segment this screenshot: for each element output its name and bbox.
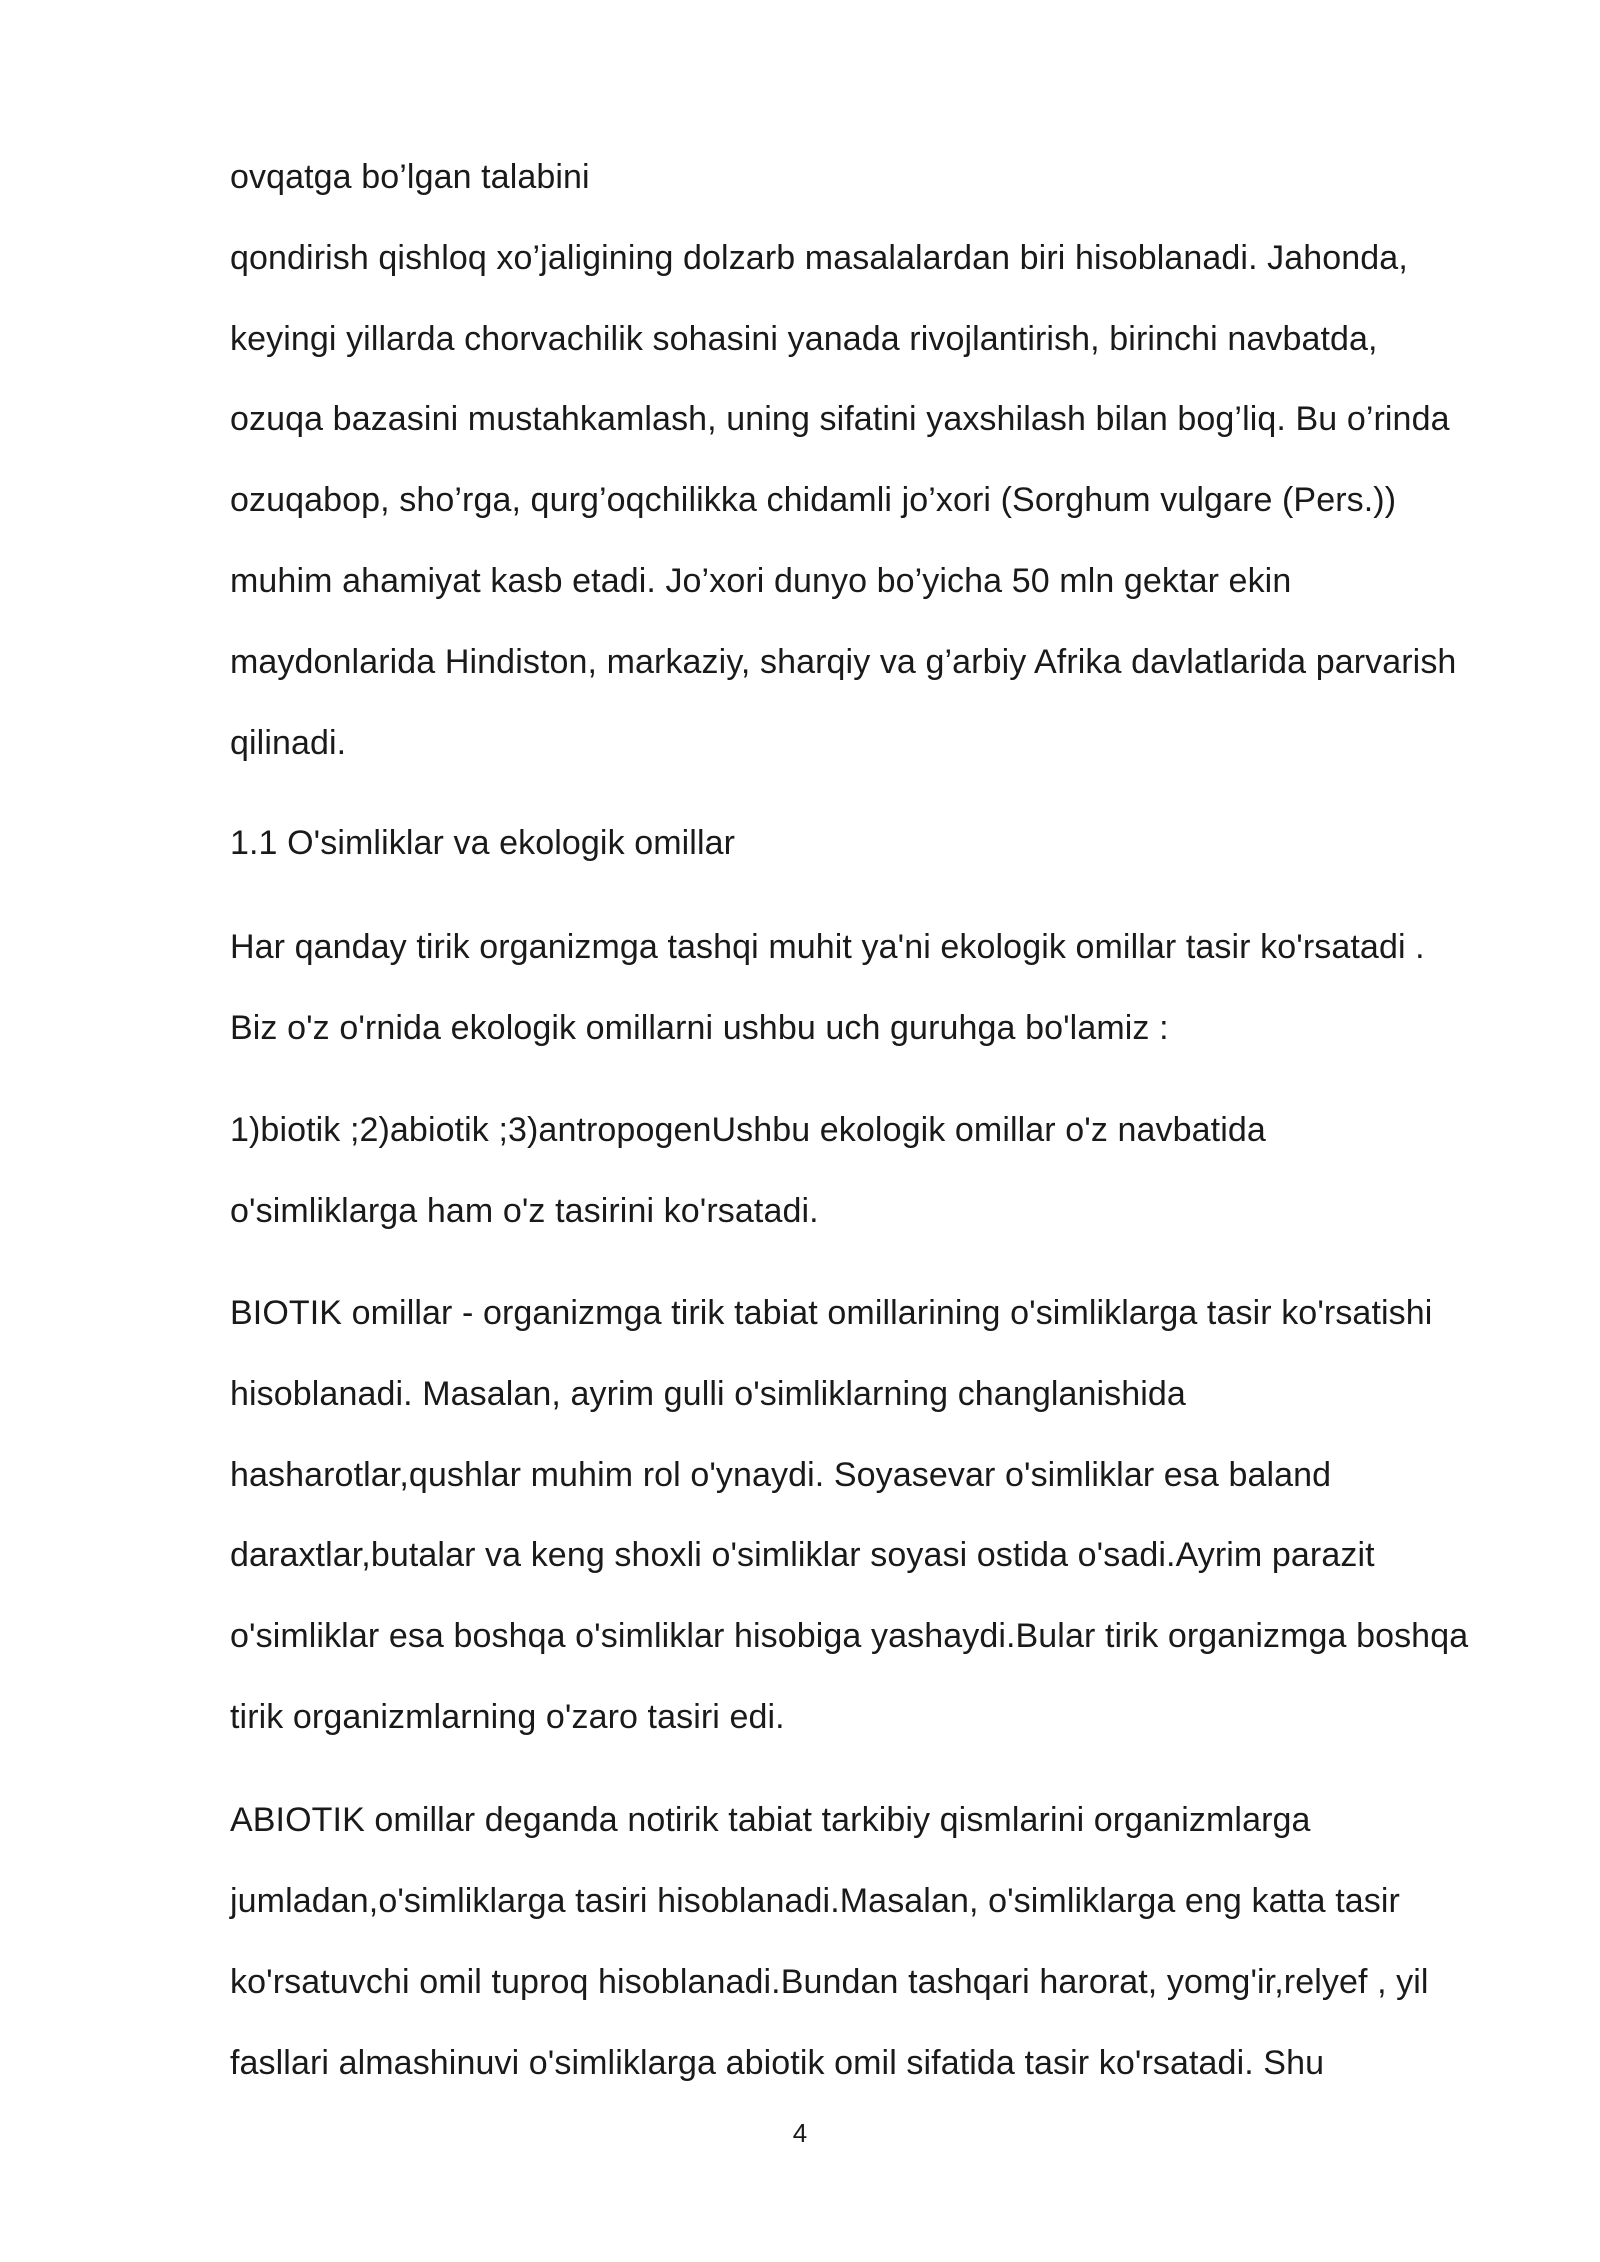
text-line: maydonlarida Hindiston, markaziy, sharqiy va g’arbiy Afrika davlatlarida parvarish — [230, 643, 1457, 681]
text-line: qilinadi. — [230, 724, 347, 762]
text-line: 1)biotik ;2)abiotik ;3)antropogenUshbu ekologik omillar o'z navbatida — [230, 1111, 1266, 1149]
text-line: Har qanday tirik organizmga tashqi muhit ya'ni ekologik omillar tasir ko'rsatadi . — [230, 928, 1425, 966]
text-line: tirik organizmlarning o'zaro tasiri edi. — [230, 1698, 785, 1736]
text-line: qondirish qishloq xo’jaligining dolzarb masalalardan biri hisoblanadi. Jahonda, — [230, 239, 1408, 277]
text-line: BIOTIK omillar - organizmga tirik tabiat omillarining o'simliklarga tasir ko'rsatishi — [230, 1294, 1433, 1332]
text-line: jumladan,o'simliklarga tasiri hisoblanadi.Masalan, o'simliklarga eng katta tasir — [230, 1882, 1400, 1920]
text-line: muhim ahamiyat kasb etadi. Jo’xori dunyo bo’yicha 50 mln gektar ekin — [230, 562, 1292, 600]
text-line: keyingi yillarda chorvachilik sohasini yanada rivojlantirish, birinchi navbatda, — [230, 320, 1378, 358]
text-line: hisoblanadi. Masalan, ayrim gulli o'simliklarning changlanishida — [230, 1375, 1186, 1413]
text-line: fasllari almashinuvi o'simliklarga abiotik omil sifatida tasir ko'rsatadi. Shu — [230, 2044, 1325, 2082]
text-line: daraxtlar,butalar va keng shoxli o'simliklar soyasi ostida o'sadi.Ayrim parazit — [230, 1536, 1375, 1574]
section-heading: 1.1 O'simliklar va ekologik omillar — [230, 824, 736, 862]
text-line: o'simliklarga ham o'z tasirini ko'rsatadi. — [230, 1192, 819, 1230]
text-line: ABIOTIK omillar deganda notirik tabiat tarkibiy qismlarini organizmlarga — [230, 1801, 1311, 1839]
page-number: 4 — [792, 2118, 808, 2148]
text-line: hasharotlar,qushlar muhim rol o'ynaydi. Soyasevar o'simliklar esa baland — [230, 1456, 1332, 1494]
text-line: Biz o'z o'rnida ekologik omillarni ushbu uch guruhga bo'lamiz : — [230, 1009, 1169, 1047]
text-line: ovqatga bo’lgan talabini — [230, 158, 590, 196]
text-line: o'simliklar esa boshqa o'simliklar hisobiga yashaydi.Bular tirik organizmga boshqa — [230, 1617, 1469, 1655]
text-line: ozuqabop, sho’rga, qurg’oqchilikka chidamli jo’xori (Sorghum vulgare (Pers.)) — [230, 481, 1397, 519]
text-line: ozuqa bazasini mustahkamlash, uning sifatini yaxshilash bilan bog’liq. Bu o’rinda — [230, 400, 1450, 438]
text-line: ko'rsatuvchi omil tuproq hisoblanadi.Bundan tashqari harorat, yomg'ir,relyef , yil — [230, 1963, 1429, 2001]
